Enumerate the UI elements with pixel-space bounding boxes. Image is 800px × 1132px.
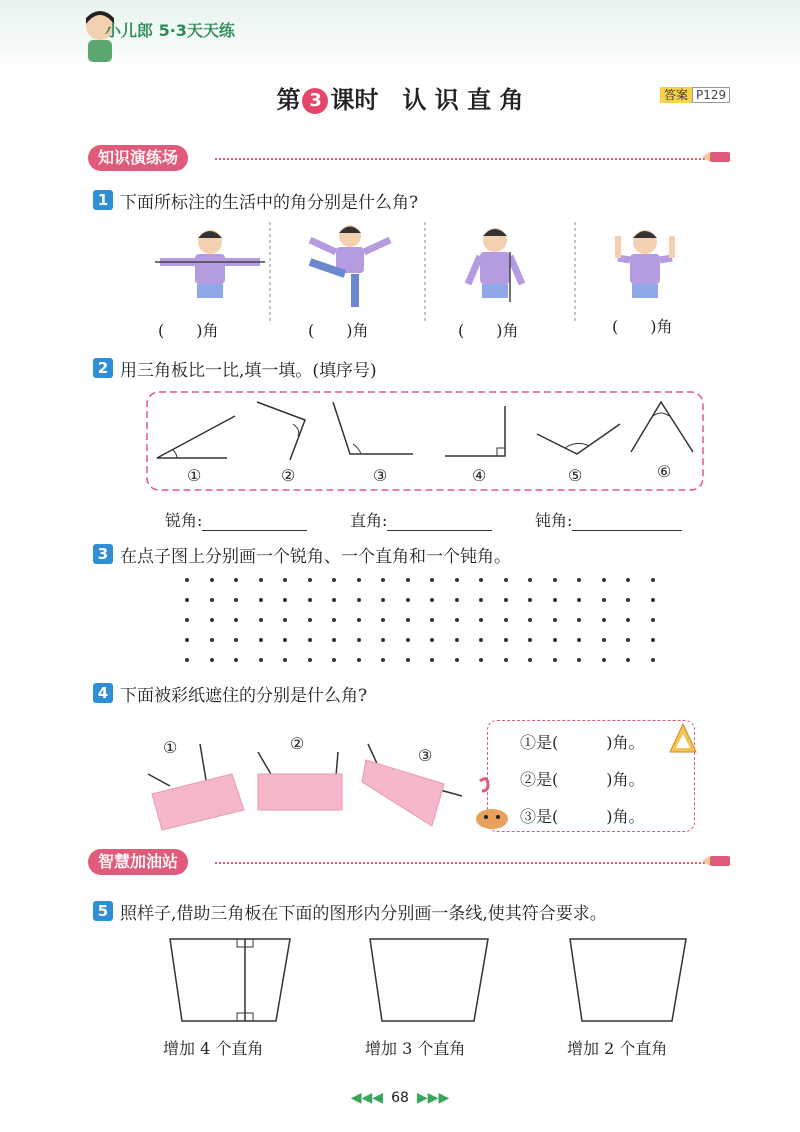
right-blank[interactable] — [387, 516, 492, 531]
figure-dancer — [310, 225, 390, 307]
figure-arms-down — [468, 228, 522, 302]
figure-arms-horizontal — [155, 230, 265, 298]
grid-dot — [479, 578, 483, 582]
q4-label-3: ③ — [418, 746, 433, 765]
grid-dot — [553, 658, 557, 662]
obtuse-field-label: 钝角: — [535, 511, 573, 530]
grid-dot — [626, 658, 630, 662]
q1-answer-3[interactable]: ( )角 — [458, 321, 519, 340]
grid-dot — [185, 638, 189, 642]
grid-dot — [210, 578, 214, 582]
grid-dot — [528, 578, 532, 582]
grid-dot — [577, 598, 581, 602]
q4-answer-2[interactable]: ②是( )角。 — [520, 770, 645, 789]
grid-dot — [381, 578, 385, 582]
grid-dot — [259, 598, 263, 602]
grid-dot — [332, 638, 336, 642]
grid-dot — [553, 618, 557, 622]
grid-dot — [553, 598, 557, 602]
grid-dot — [577, 658, 581, 662]
section-practice-tag: 知识演练场 — [88, 145, 188, 171]
trapezoid-2[interactable] — [370, 939, 488, 1021]
grid-dot — [406, 658, 410, 662]
grid-dot — [553, 578, 557, 582]
grid-dot — [234, 598, 238, 602]
q2-angle-panel — [145, 390, 705, 492]
figure-arms-up — [618, 230, 672, 298]
grid-dot — [185, 598, 189, 602]
grid-dot — [357, 598, 361, 602]
grid-dot — [283, 638, 287, 642]
question-3-text: 在点子图上分别画一个锐角、一个直角和一个钝角。 — [120, 547, 511, 567]
grid-dot — [332, 618, 336, 622]
grid-dot — [308, 578, 312, 582]
grid-dot — [332, 598, 336, 602]
page-number: 68 — [391, 1090, 409, 1106]
answer-reference — [660, 86, 730, 103]
grid-dot — [430, 618, 434, 622]
grid-dot — [210, 638, 214, 642]
grid-dot — [332, 578, 336, 582]
grid-dot — [626, 598, 630, 602]
grid-dot — [406, 638, 410, 642]
grid-dot — [381, 618, 385, 622]
question-1-text: 下面所标注的生活中的角分别是什么角? — [120, 193, 419, 213]
angle-label-5: ⑤ — [568, 466, 583, 485]
grid-dot — [357, 618, 361, 622]
answer-label: 答案 — [660, 87, 692, 103]
obtuse-blank[interactable] — [572, 516, 682, 531]
grid-dot — [381, 658, 385, 662]
grid-dot — [234, 578, 238, 582]
grid-dot — [504, 618, 508, 622]
grid-dot — [528, 638, 532, 642]
q4-label-2: ② — [290, 734, 305, 753]
grid-dot — [455, 638, 459, 642]
grid-dot — [455, 578, 459, 582]
pencil-icon — [702, 854, 732, 868]
grid-dot — [430, 638, 434, 642]
grid-dot — [479, 658, 483, 662]
grid-dot — [602, 578, 606, 582]
grid-dot — [455, 658, 459, 662]
grid-dot — [455, 618, 459, 622]
grid-dot — [528, 618, 532, 622]
acute-field — [165, 508, 307, 531]
grid-dot — [234, 658, 238, 662]
grid-dot — [381, 638, 385, 642]
acute-field-label: 锐角: — [165, 511, 203, 530]
grid-dot — [259, 578, 263, 582]
grid-dot — [210, 658, 214, 662]
trapezoid-1[interactable] — [170, 939, 290, 1021]
question-4-text: 下面被彩纸遮住的分别是什么角? — [120, 686, 368, 706]
question-5-number: 5 — [93, 901, 113, 921]
grid-dot — [357, 578, 361, 582]
grid-dot — [234, 618, 238, 622]
angle-label-2: ② — [281, 466, 296, 485]
grid-dot — [234, 638, 238, 642]
question-2-text: 用三角板比一比,填一填。(填序号) — [120, 361, 377, 381]
grid-dot — [283, 578, 287, 582]
grid-dot — [430, 658, 434, 662]
q4-label-1: ① — [163, 738, 178, 757]
grid-dot — [626, 618, 630, 622]
right-field — [350, 508, 492, 531]
pencil-icon — [702, 150, 732, 164]
right-field-label: 直角: — [350, 511, 388, 530]
grid-dot — [504, 638, 508, 642]
question-3-number: 3 — [93, 544, 113, 564]
grid-dot — [602, 658, 606, 662]
grid-dot — [504, 598, 508, 602]
grid-dot — [577, 618, 581, 622]
grid-dot — [577, 578, 581, 582]
grid-dot — [308, 618, 312, 622]
angle-label-6: ⑥ — [657, 462, 672, 481]
grid-dot — [651, 578, 655, 582]
section-divider — [215, 862, 705, 864]
grid-dot — [602, 618, 606, 622]
grid-dot — [455, 598, 459, 602]
grid-dot — [406, 618, 410, 622]
grid-dot — [259, 638, 263, 642]
brand-title: 小儿郎 5·3天天练 — [105, 21, 235, 40]
grid-dot — [357, 658, 361, 662]
grid-dot — [308, 638, 312, 642]
grid-dot — [283, 618, 287, 622]
grid-dot — [577, 638, 581, 642]
q1-answer-4[interactable]: ( )角 — [612, 317, 673, 336]
question-1-number: 1 — [93, 190, 113, 210]
grid-dot — [626, 638, 630, 642]
grid-dot — [504, 658, 508, 662]
grid-dot — [406, 598, 410, 602]
title-suffix: 课时 认 识 直 角 — [330, 86, 524, 114]
grid-dot — [308, 658, 312, 662]
question-2-number: 2 — [93, 358, 113, 378]
lesson-number-badge: 3 — [302, 88, 328, 114]
q4-answer-3[interactable]: ③是( )角。 — [520, 807, 645, 826]
dot-grid[interactable] — [185, 578, 665, 668]
grid-dot — [553, 638, 557, 642]
trapezoid-3[interactable] — [570, 939, 686, 1021]
q5-caption-1: 增加 4 个直角 — [163, 1039, 264, 1058]
grid-dot — [308, 598, 312, 602]
angle-label-3: ③ — [373, 466, 388, 485]
grid-dot — [651, 658, 655, 662]
grid-dot — [528, 598, 532, 602]
grid-dot — [651, 598, 655, 602]
grid-dot — [504, 578, 508, 582]
grid-dot — [210, 618, 214, 622]
grid-dot — [479, 598, 483, 602]
grid-dot — [479, 618, 483, 622]
grid-dot — [651, 618, 655, 622]
question-5-text: 照样子,借助三角板在下面的图形内分别画一条线,使其符合要求。 — [120, 904, 607, 924]
answer-page: P129 — [692, 87, 730, 103]
puppy-mascot-icon — [470, 775, 510, 831]
page-footer — [0, 1090, 800, 1106]
grid-dot — [430, 578, 434, 582]
grid-dot — [185, 658, 189, 662]
section-wisdom-tag: 智慧加油站 — [88, 849, 188, 875]
grid-dot — [381, 598, 385, 602]
q5-trapezoids — [160, 935, 720, 1027]
grid-dot — [528, 658, 532, 662]
question-4-number: 4 — [93, 683, 113, 703]
q5-caption-3: 增加 2 个直角 — [567, 1039, 668, 1058]
set-square-icon — [668, 722, 698, 756]
next-arrows-icon: ▶▶▶ — [416, 1090, 450, 1106]
q1-figures — [150, 222, 710, 322]
grid-dot — [210, 598, 214, 602]
angle-label-1: ① — [187, 466, 202, 485]
grid-dot — [626, 578, 630, 582]
grid-dot — [479, 638, 483, 642]
grid-dot — [357, 638, 361, 642]
grid-dot — [332, 658, 336, 662]
grid-dot — [283, 598, 287, 602]
grid-dot — [406, 578, 410, 582]
q4-answer-1[interactable]: ①是( )角。 — [520, 733, 645, 752]
title-prefix: 第 — [276, 86, 301, 114]
q1-answer-2[interactable]: ( )角 — [308, 321, 369, 340]
prev-arrows-icon: ◀◀◀ — [350, 1090, 384, 1106]
grid-dot — [185, 578, 189, 582]
grid-dot — [602, 638, 606, 642]
q5-caption-2: 增加 3 个直角 — [365, 1039, 466, 1058]
grid-dot — [430, 598, 434, 602]
grid-dot — [259, 618, 263, 622]
acute-blank[interactable] — [202, 516, 307, 531]
obtuse-field — [535, 508, 682, 531]
grid-dot — [283, 658, 287, 662]
grid-dot — [651, 638, 655, 642]
section-divider — [215, 158, 705, 160]
angle-label-4: ④ — [472, 466, 487, 485]
grid-dot — [259, 658, 263, 662]
grid-dot — [602, 598, 606, 602]
q1-answer-1[interactable]: ( )角 — [158, 321, 219, 340]
grid-dot — [185, 618, 189, 622]
